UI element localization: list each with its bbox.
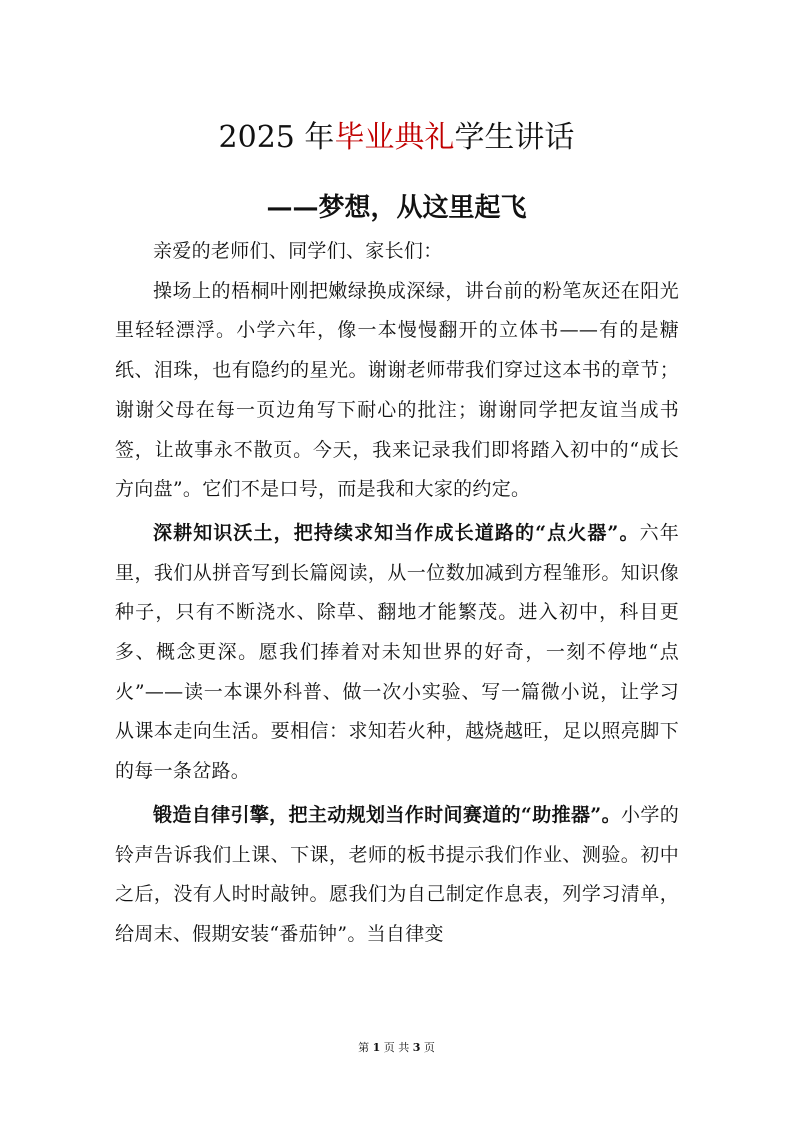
- page-footer: [0, 1041, 793, 1055]
- footer-page-number: 1: [372, 1041, 381, 1054]
- footer-suffix: 页: [423, 1041, 435, 1054]
- salutation: 亲爱的老师们、同学们、家长们：: [153, 240, 443, 262]
- document-subtitle: ——梦想，从这里起飞: [266, 193, 527, 223]
- paragraph-intro: [115, 272, 679, 510]
- title-highlight: 毕业典礼: [334, 120, 455, 155]
- footer-total-pages: 3: [412, 1041, 421, 1054]
- footer-middle: 页 共: [383, 1041, 410, 1054]
- paragraph-discipline: [115, 796, 679, 955]
- paragraph-discipline-lead: 锻造自律引擎，把主动规划当作时间赛道的“助推器”。: [153, 803, 621, 826]
- paragraph-discipline-text: 小学的铃声告诉我们上课、下课，老师的板书提示我们作业、测验。初中之后，没有人时时敲钟。愿我们为自己制定作息表，列学习清单，给周末、假期安装“番茄钟”。当自律变: [115, 803, 679, 945]
- speech-body: [115, 232, 679, 955]
- title-prefix: 2025 年: [218, 120, 335, 155]
- footer-prefix: 第: [358, 1041, 370, 1054]
- document-title: [0, 118, 793, 158]
- paragraph-knowledge: [115, 514, 679, 792]
- paragraph-knowledge-lead: 深耕知识沃土，把持续求知当作成长道路的“点火器”。: [153, 521, 640, 544]
- title-suffix: 学生讲话: [454, 120, 575, 155]
- paragraph-intro-text: 操场上的梧桐叶刚把嫩绿换成深绿，讲台前的粉笔灰还在阳光里轻轻漂浮。小学六年，像一本慢慢翻开的立体书——有的是糖纸、泪珠，也有隐约的星光。谢谢老师带我们穿过这本书的章节；谢谢父母在每一页边角写下耐心的批注；谢谢同学把友谊当成书签，让故事永不散页。今天，我来记录我们即将踏入初中的“成长方向盘”。它们不是口号，而是我和大家的约定。: [115, 279, 679, 501]
- paragraph-knowledge-text: 六年里，我们从拼音写到长篇阅读，从一位数加减到方程雏形。知识像种子，只有不断浇水、除草、翻地才能繁茂。进入初中，科目更多、概念更深。愿我们捧着对未知世界的好奇，一刻不停地“点火”——读一本课外科普、做一次小实验、写一篇微小说，让学习从课本走向生活。要相信：求知若火种，越烧越旺，足以照亮脚下的每一条岔路。: [115, 521, 680, 783]
